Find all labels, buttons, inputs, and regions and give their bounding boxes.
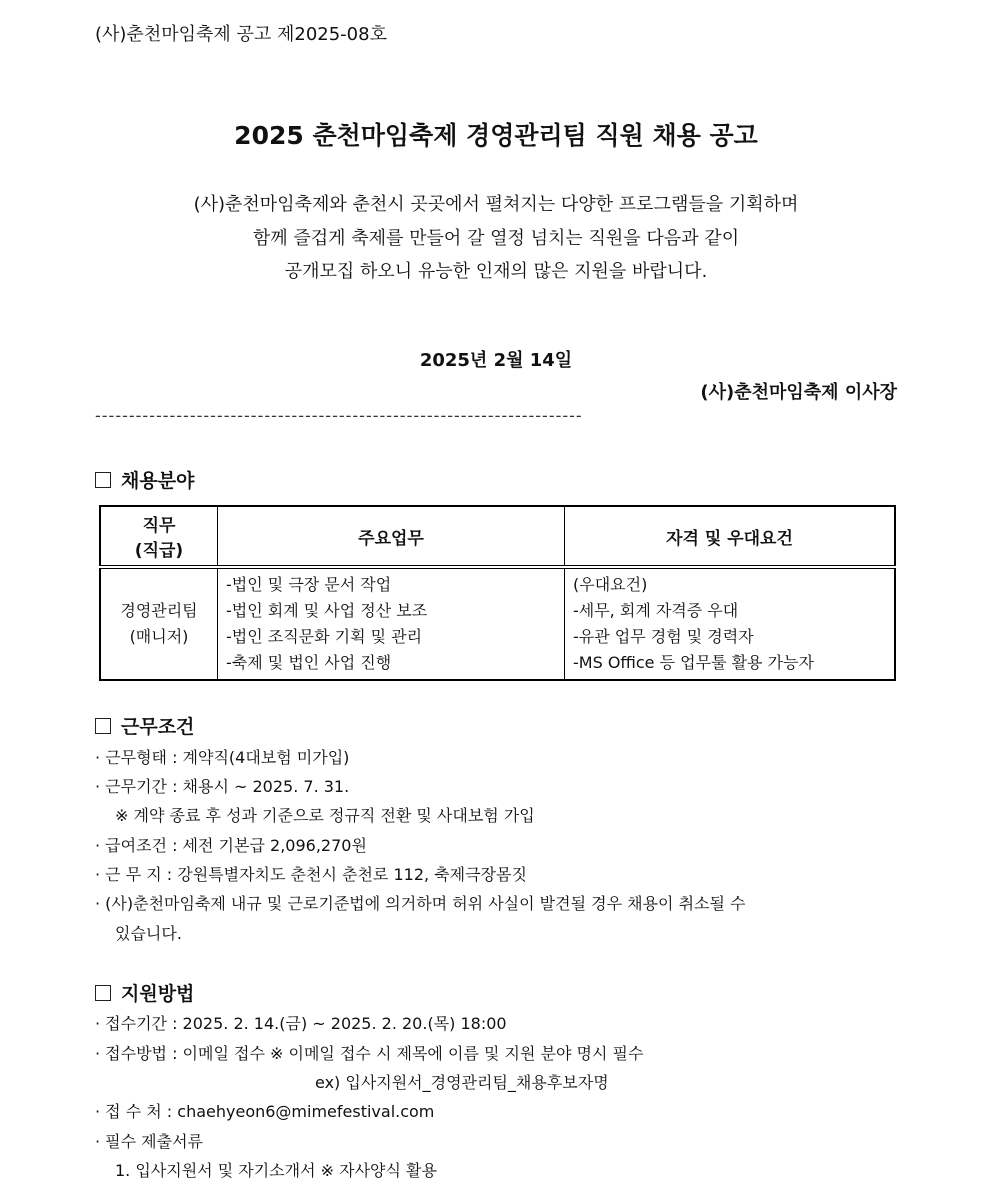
condition-salary: · 급여조건 : 세전 기본급 2,096,270원 [95, 836, 367, 855]
condition-type: · 근무형태 : 계약직(4대보험 미가입) [95, 748, 350, 767]
header-role [100, 506, 218, 567]
intro-line-3: 공개모집 하오니 유능한 인재의 많은 지원을 바랍니다. [284, 261, 708, 282]
qualification-item: -세무, 회계 자격증 우대 [573, 601, 739, 620]
apply-contact: · 접 수 처 : chaehyeon6@mimefestival.com [95, 1102, 435, 1121]
role-line1: 경영관리팀 [120, 601, 198, 620]
header-role-line2: (직급) [134, 541, 184, 561]
issuer: (사)춘천마임축제 이사장 [700, 382, 897, 403]
role-line2: (매니저) [129, 627, 189, 646]
divider-line: ------------------------------------------------------------------------ [95, 406, 583, 425]
qualification-item: -유관 업무 경험 및 경력자 [573, 627, 754, 646]
section-field-heading [95, 466, 194, 493]
checkbox-square-icon [95, 985, 111, 1001]
header-qualifications: 자격 및 우대요건 [565, 506, 896, 567]
intro-line-1: (사)춘천마임축제와 춘천시 곳곳에서 펼쳐지는 다양한 프로그램들을 기획하며 [193, 194, 799, 215]
notice-date: 2025년 2월 14일 [419, 350, 573, 371]
checkbox-square-icon [95, 718, 111, 734]
condition-rule: · (사)춘천마임축제 내규 및 근로기준법에 의거하며 허위 사실이 발견될 경우 채용이 취소될 수 [95, 894, 746, 913]
condition-location: · 근 무 지 : 강원특별자치도 춘천시 춘천로 112, 축제극장몸짓 [95, 865, 527, 884]
condition-period: · 근무기간 : 채용시 ~ 2025. 7. 31. [95, 777, 350, 796]
section-field-label: 채용분야 [121, 470, 195, 492]
duty-item: -법인 및 극장 문서 작업 [226, 575, 392, 594]
checkbox-square-icon [95, 472, 111, 488]
cell-role [100, 567, 218, 680]
apply-method: · 접수방법 : 이메일 접수 ※ 이메일 접수 시 제목에 이름 및 지원 분야 명시 필수 [95, 1044, 644, 1063]
section-apply-label: 지원방법 [121, 983, 195, 1005]
apply-method-example: ex) 입사지원서_경영관리팀_채용후보자명 [315, 1073, 609, 1092]
jobs-table [99, 505, 896, 681]
apply-docs-title: · 필수 제출서류 [95, 1132, 203, 1151]
qualification-item: -MS Office 등 업무툴 활용 가능자 [573, 653, 814, 672]
duty-item: -축제 및 법인 사업 진행 [226, 653, 392, 672]
section-apply-heading [95, 979, 194, 1006]
notice-number: (사)춘천마임축제 공고 제2025-08호 [95, 24, 387, 45]
duty-item: -법인 회계 및 사업 정산 보조 [226, 601, 428, 620]
qualification-item: (우대요건) [573, 575, 648, 594]
cell-qualifications [565, 567, 896, 680]
intro-line-2: 함께 즐겁게 축제를 만들어 갈 열정 넘치는 직원을 다음과 같이 [252, 228, 740, 249]
condition-rule-continued: 있습니다. [115, 924, 182, 943]
page-title: 2025 춘천마임축제 경영관리팀 직원 채용 공고 [234, 121, 758, 150]
apply-period: · 접수기간 : 2025. 2. 14.(금) ~ 2025. 2. 20.(목) 18:00 [95, 1014, 507, 1033]
section-conditions-heading [95, 712, 194, 739]
section-conditions-label: 근무조건 [121, 716, 195, 738]
condition-period-note: ※ 계약 종료 후 성과 기준으로 정규직 전환 및 사대보험 가입 [115, 806, 535, 825]
header-role-line1: 직무 [142, 516, 176, 536]
table-row [100, 567, 895, 680]
duty-item: -법인 조직문화 기획 및 관리 [226, 627, 423, 646]
apply-docs-item: 1. 입사지원서 및 자기소개서 ※ 자사양식 활용 [115, 1161, 437, 1180]
header-duties: 주요업무 [218, 506, 565, 567]
table-header-row [100, 506, 895, 567]
cell-duties [218, 567, 565, 680]
